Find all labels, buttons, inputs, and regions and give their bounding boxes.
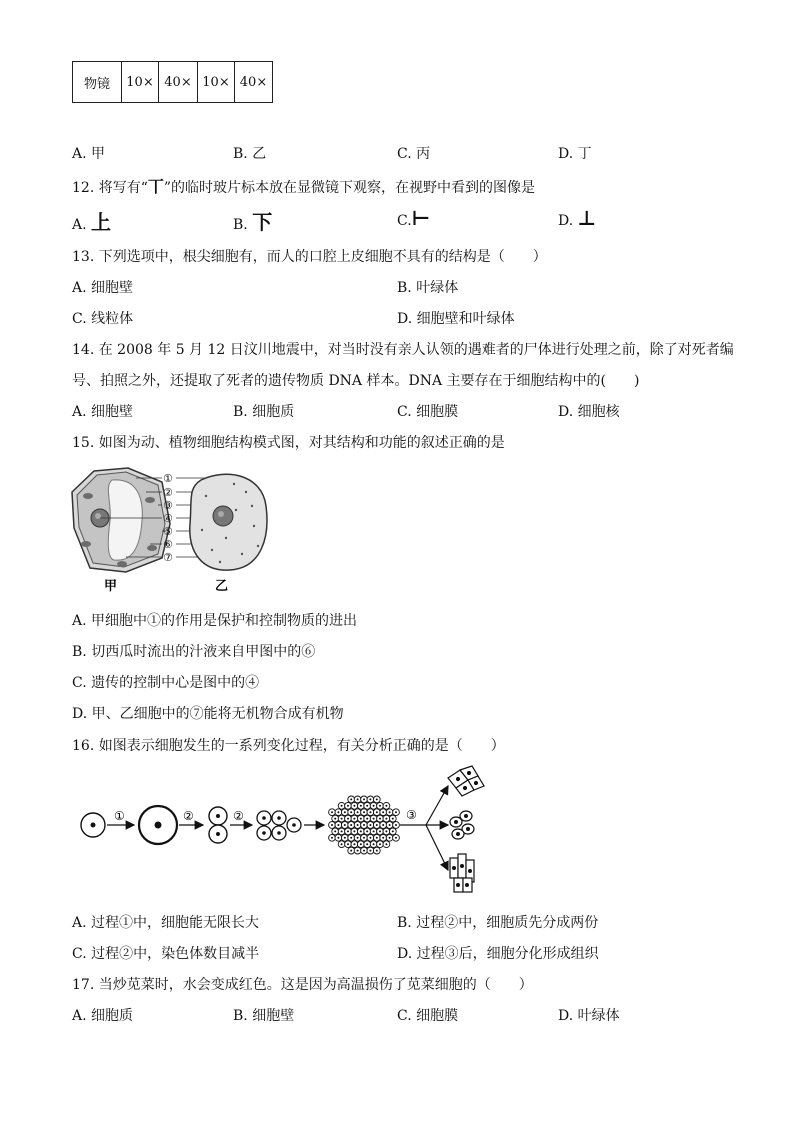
q13-option-b[interactable]: B. 叶绿体 bbox=[397, 280, 459, 296]
small-cell-nucleus bbox=[337, 824, 339, 826]
small-cell-nucleus bbox=[347, 818, 349, 820]
small-cell-nucleus bbox=[331, 811, 333, 813]
plant-cell bbox=[72, 468, 170, 572]
small-cell-nucleus bbox=[369, 824, 371, 826]
q13-option-d[interactable]: D. 细胞壁和叶绿体 bbox=[397, 311, 515, 327]
small-cell-nucleus bbox=[344, 824, 346, 826]
diagram-label: ② bbox=[163, 486, 173, 499]
small-cell-nucleus bbox=[389, 837, 391, 839]
small-cell-nucleus bbox=[395, 811, 397, 813]
table-header: 物镜 bbox=[73, 62, 122, 103]
small-cell-nucleus bbox=[379, 805, 381, 807]
step-label: ② bbox=[233, 809, 244, 823]
q15-option-c[interactable]: C. 遗传的控制中心是图中的④ bbox=[72, 675, 260, 691]
small-cell-nucleus bbox=[363, 837, 365, 839]
small-cell-nucleus bbox=[331, 837, 333, 839]
small-cell-nucleus bbox=[379, 830, 381, 832]
small-cell-nucleus bbox=[341, 805, 343, 807]
q16-option-b[interactable]: B. 过程②中，细胞质先分成两份 bbox=[397, 915, 599, 931]
q13-option-a[interactable]: A. 细胞壁 bbox=[72, 280, 134, 296]
diagram-label: ① bbox=[163, 472, 173, 485]
small-cell-nucleus bbox=[366, 818, 368, 820]
small-cell-nucleus bbox=[347, 830, 349, 832]
small-cell-nucleus bbox=[350, 811, 352, 813]
small-cell-nucleus bbox=[347, 805, 349, 807]
q17-option-c[interactable]: C. 细胞膜 bbox=[397, 1008, 459, 1024]
small-cell-nucleus bbox=[382, 811, 384, 813]
tissue-elongated bbox=[450, 854, 474, 892]
small-cell-nucleus bbox=[385, 805, 387, 807]
small-cell-nucleus bbox=[385, 843, 387, 845]
small-cell-nucleus bbox=[385, 818, 387, 820]
small-cell-nucleus bbox=[369, 811, 371, 813]
small-cell-nucleus bbox=[389, 824, 391, 826]
small-cell-nucleus bbox=[382, 837, 384, 839]
q15-option-d[interactable]: D. 甲、乙细胞中的⑦能将无机物合成有机物 bbox=[72, 706, 344, 722]
small-cell-nucleus bbox=[353, 818, 355, 820]
small-cell-nucleus bbox=[376, 850, 378, 852]
small-cell-nucleus bbox=[366, 830, 368, 832]
small-cell-nucleus bbox=[357, 798, 359, 800]
small-cell-nucleus bbox=[369, 798, 371, 800]
small-cell-nucleus bbox=[334, 818, 336, 820]
animal-cell bbox=[190, 474, 267, 570]
small-cell-nucleus bbox=[376, 798, 378, 800]
step-label: ③ bbox=[406, 808, 417, 822]
q12-stem: 12. 将写有“丅”的临时玻片标本放在显微镜下观察，在视野中看到的图像是 bbox=[72, 177, 536, 196]
q17-option-d[interactable]: D. 叶绿体 bbox=[558, 1008, 620, 1024]
cell-structure-diagram bbox=[66, 466, 286, 596]
small-cell-nucleus bbox=[334, 830, 336, 832]
q17-stem: 17. 当炒苋菜时，水会变成红色。这是因为高温损伤了苋菜细胞的（ ） bbox=[72, 977, 533, 993]
small-cell-nucleus bbox=[395, 824, 397, 826]
q15-option-a[interactable]: A. 甲细胞中①的作用是保护和控制物质的进出 bbox=[72, 613, 358, 629]
small-cell-nucleus bbox=[376, 837, 378, 839]
small-cell-nucleus bbox=[337, 837, 339, 839]
q14-option-a[interactable]: A. 细胞壁 bbox=[72, 404, 134, 420]
q13-option-c[interactable]: C. 线粒体 bbox=[72, 311, 134, 327]
small-cell-nucleus bbox=[353, 830, 355, 832]
small-cell-nucleus bbox=[357, 824, 359, 826]
small-cell-nucleus bbox=[373, 805, 375, 807]
small-cell-nucleus bbox=[357, 811, 359, 813]
small-cell-nucleus bbox=[376, 811, 378, 813]
q17-option-a[interactable]: A. 细胞质 bbox=[72, 1008, 134, 1024]
small-cell-nucleus bbox=[350, 850, 352, 852]
small-cell-nucleus bbox=[373, 843, 375, 845]
small-cell-nucleus bbox=[341, 818, 343, 820]
diagram-label: ⑦ bbox=[163, 551, 173, 564]
q12-option-b[interactable]: B. 下 bbox=[233, 210, 273, 234]
small-cell-nucleus bbox=[363, 824, 365, 826]
q14-option-b[interactable]: B. 细胞质 bbox=[233, 404, 295, 420]
q14-stem-line1: 14. 在 2008 年 5 月 12 日汶川地震中，对当时没有亲人认领的遇难者的尸体进行处理之前，除了对死者编 bbox=[72, 342, 734, 358]
cell-division-diagram bbox=[76, 762, 486, 898]
small-cell-nucleus bbox=[350, 824, 352, 826]
small-cell-nucleus bbox=[369, 837, 371, 839]
q17-option-b[interactable]: B. 细胞壁 bbox=[233, 1008, 295, 1024]
diagram-label: ④ bbox=[163, 512, 173, 525]
small-cell-nucleus bbox=[376, 824, 378, 826]
q14-option-d[interactable]: D. 细胞核 bbox=[558, 404, 620, 420]
diagram-label: ⑤ bbox=[163, 525, 173, 538]
small-cell-nucleus bbox=[369, 850, 371, 852]
small-cell-nucleus bbox=[366, 843, 368, 845]
diagram-label: ③ bbox=[163, 499, 173, 512]
q12-option-a[interactable]: A. 上 bbox=[72, 210, 112, 234]
small-cell-nucleus bbox=[347, 843, 349, 845]
diagram-label: ⑥ bbox=[163, 538, 173, 551]
tissue-round bbox=[450, 811, 474, 839]
q14-option-c[interactable]: C. 细胞膜 bbox=[397, 404, 459, 420]
small-cell-nucleus bbox=[353, 805, 355, 807]
step-label: ① bbox=[114, 809, 125, 823]
table-cell: 40× bbox=[235, 62, 273, 103]
small-cell-nucleus bbox=[366, 805, 368, 807]
q12-option-d[interactable]: D. ⊥ bbox=[558, 206, 596, 230]
small-cell-nucleus bbox=[350, 798, 352, 800]
small-cell-nucleus bbox=[341, 843, 343, 845]
caption-right: 乙 bbox=[215, 579, 229, 594]
cell-mass bbox=[329, 796, 400, 854]
small-cell-nucleus bbox=[357, 850, 359, 852]
small-cell-nucleus bbox=[382, 824, 384, 826]
q16-stem: 16. 如图表示细胞发生的一系列变化过程，有关分析正确的是（ ） bbox=[72, 738, 505, 754]
q16-option-c[interactable]: C. 过程②中，染色体数目减半 bbox=[72, 946, 260, 962]
caption-left: 甲 bbox=[104, 579, 118, 594]
small-cell-nucleus bbox=[385, 830, 387, 832]
small-cell-nucleus bbox=[360, 805, 362, 807]
small-cell-nucleus bbox=[389, 811, 391, 813]
q12-option-c[interactable]: C.⊢ bbox=[397, 206, 430, 230]
small-cell-nucleus bbox=[363, 850, 365, 852]
q16-option-a[interactable]: A. 过程①中，细胞能无限长大 bbox=[72, 915, 260, 931]
objective-table bbox=[72, 61, 273, 103]
small-cell-nucleus bbox=[337, 811, 339, 813]
tissue-epithelial bbox=[448, 766, 484, 796]
small-cell-nucleus bbox=[331, 824, 333, 826]
small-cell-nucleus bbox=[395, 837, 397, 839]
small-cell-nucleus bbox=[379, 843, 381, 845]
small-cell-nucleus bbox=[344, 811, 346, 813]
small-cell-nucleus bbox=[379, 818, 381, 820]
small-cell-nucleus bbox=[357, 837, 359, 839]
small-cell-nucleus bbox=[344, 837, 346, 839]
q11-option-d[interactable]: D. 丁 bbox=[558, 146, 592, 162]
q14-stem-line2: 号、拍照之外，还提取了死者的遗传物质 DNA 样本。DNA 主要存在于细胞结构中的( ) bbox=[72, 373, 640, 389]
table-cell: 40× bbox=[159, 62, 198, 103]
q11-option-c[interactable]: C. 丙 bbox=[397, 146, 431, 162]
q11-option-b[interactable]: B. 乙 bbox=[233, 146, 267, 162]
small-cell-nucleus bbox=[360, 830, 362, 832]
q16-option-d[interactable]: D. 过程③后，细胞分化形成组织 bbox=[397, 946, 599, 962]
q15-option-b[interactable]: B. 切西瓜时流出的汁液来自甲图中的⑥ bbox=[72, 644, 316, 660]
q11-option-a[interactable]: A. 甲 bbox=[72, 146, 106, 162]
small-cell-nucleus bbox=[373, 818, 375, 820]
small-cell-nucleus bbox=[392, 818, 394, 820]
q15-stem: 15. 如图为动、植物细胞结构模式图，对其结构和功能的叙述正确的是 bbox=[72, 435, 505, 451]
small-cell-nucleus bbox=[353, 843, 355, 845]
small-cell-nucleus bbox=[363, 798, 365, 800]
small-cell-nucleus bbox=[341, 830, 343, 832]
small-cell-nucleus bbox=[373, 830, 375, 832]
table-cell: 10× bbox=[198, 62, 235, 103]
small-cell-nucleus bbox=[360, 818, 362, 820]
small-cell-nucleus bbox=[363, 811, 365, 813]
small-cell-nucleus bbox=[392, 830, 394, 832]
table-cell: 10× bbox=[122, 62, 159, 103]
step-label: ② bbox=[183, 809, 194, 823]
q13-stem: 13. 下列选项中，根尖细胞有，而人的口腔上皮细胞不具有的结构是（ ） bbox=[72, 249, 547, 265]
small-cell-nucleus bbox=[360, 843, 362, 845]
small-cell-nucleus bbox=[350, 837, 352, 839]
